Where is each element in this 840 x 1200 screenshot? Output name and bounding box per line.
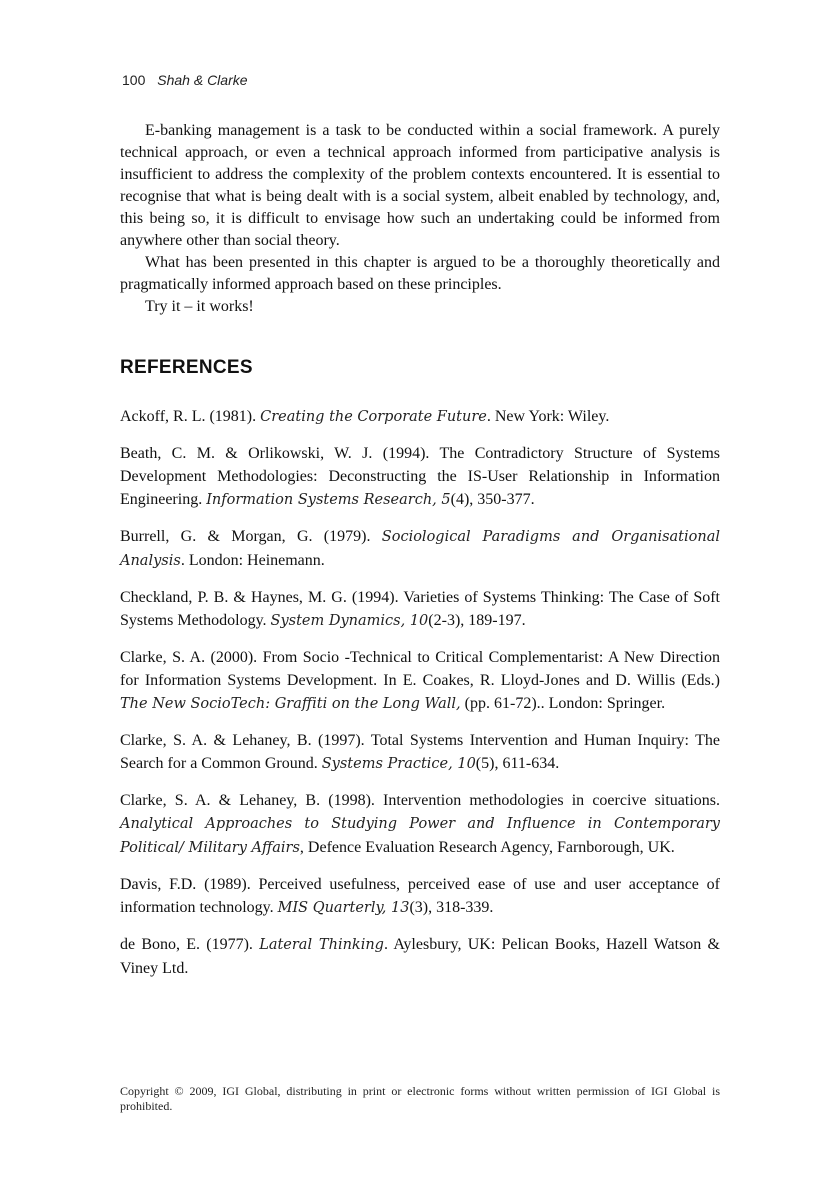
reference-entry [120, 586, 720, 633]
paragraph: What has been presented in this chapter is argued to be a thoroughly theoretically and pragmatically informed approach based on these principles. [120, 254, 720, 293]
reference-text: (2-3), 189-197. [428, 612, 526, 629]
running-head-authors: Shah & Clarke [157, 72, 248, 88]
reference-title: The New SocioTech: Graffiti on the Long Wall, [120, 696, 461, 712]
reference-text: . New York: Wiley. [486, 408, 610, 425]
reference-text: Davis, F.D. (1989). Perceived usefulness, perceived ease of use and user acceptance of information technology. [120, 876, 720, 916]
reference-text: . Aylesbury, UK: Pelican Books, Hazell Watson & Viney Ltd. [120, 936, 720, 977]
reference-entry [120, 646, 720, 716]
reference-text: Checkland, P. B. & Haynes, M. G. (1994). Varieties of Systems Thinking: The Case of Soft Systems Methodology. [120, 589, 720, 629]
reference-text: Beath, C. M. & Orlikowski, W. J. (1994). The Contradictory Structure of Systems Development Methodologies: Deconstructing the IS-User Relationship in Information Engineering. [120, 445, 720, 508]
references-heading: REFERENCES [120, 357, 253, 378]
reference-text: de Bono, E. (1977). [120, 936, 260, 953]
reference-text: . London: Heinemann. [180, 552, 325, 569]
reference-entry [120, 442, 720, 512]
paragraph: Try it – it works! [145, 298, 254, 315]
reference-entry [120, 933, 720, 980]
reference-text: (4), 350-377. [450, 491, 535, 508]
reference-text: Clarke, S. A. (2000). From Socio -Technical to Critical Complementarist: A New Direction for Information Systems Development. In E. Coakes, R. Lloyd-Jones and D. Willis (Eds.) [120, 649, 720, 689]
reference-title: Information Systems Research, 5 [206, 492, 451, 508]
reference-title: Lateral Thinking [259, 937, 384, 953]
reference-entry [120, 873, 720, 920]
page-number: 100 [122, 72, 146, 88]
reference-title: MIS Quarterly, 13 [277, 900, 410, 916]
reference-text: Burrell, G. & Morgan, G. (1979). [120, 528, 382, 545]
reference-text: (pp. 61-72).. London: Springer. [460, 695, 666, 712]
reference-entry [120, 525, 720, 573]
reference-title: Creating the Corporate Future [260, 409, 487, 425]
body-text [120, 120, 720, 318]
reference-title: Systems Practice, 10 [321, 756, 476, 772]
reference-text: Ackoff, R. L. (1981). [120, 408, 261, 425]
reference-text: (5), 611-634. [475, 755, 560, 772]
reference-text: , Defence Evaluation Research Agency, Farnborough, UK. [299, 839, 675, 856]
reference-entry [120, 405, 720, 429]
references-list [120, 405, 720, 993]
reference-text: Clarke, S. A. & Lehaney, B. (1997). Total Systems Intervention and Human Inquiry: The Search for a Common Ground. [120, 732, 720, 772]
reference-title: Sociological Paradigms and Organisational Analysis [120, 529, 720, 569]
reference-title: System Dynamics, 10 [270, 613, 429, 629]
reference-title: Analytical Approaches to Studying Power and Influence in Contemporary Political/ Military Affairs [120, 816, 720, 856]
copyright-notice: Copyright © 2009, IGI Global, distributing in print or electronic forms without written permission of IGI Global is prohibited. [120, 1084, 720, 1113]
running-head [122, 72, 248, 88]
reference-text: Clarke, S. A. & Lehaney, B. (1998). Intervention methodologies in coercive situations. [120, 792, 720, 809]
reference-text: (3), 318-339. [409, 899, 494, 916]
reference-entry [120, 729, 720, 776]
paragraph: E-banking management is a task to be conducted within a social framework. A purely technical approach, or even a technical approach informed from participative analysis is insufficient to address the complexity of the problem contexts encountered. It is essential to recognise that what is being dealt with is a social system, albeit enabled by technology, and, this being so, it is difficult to envisage how such an undertaking could be informed from anywhere other than social theory. [120, 122, 720, 249]
reference-entry [120, 789, 720, 860]
